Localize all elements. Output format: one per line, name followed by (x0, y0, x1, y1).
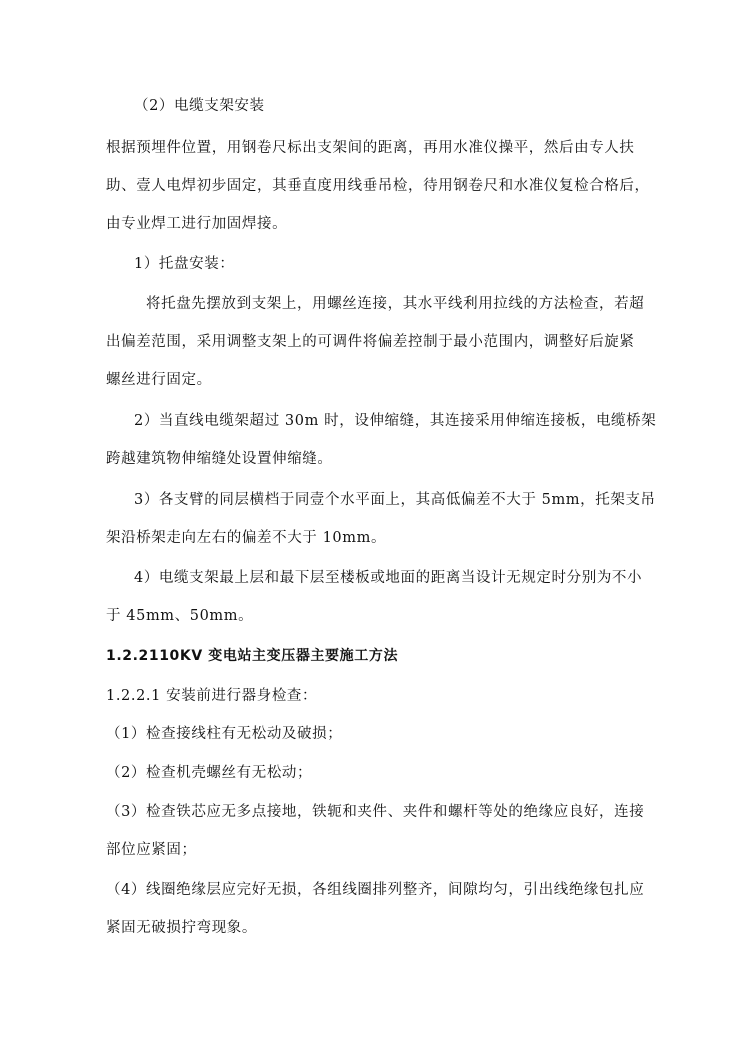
paragraph-line: 跨越建筑物伸缩缝处设置伸缩缝。 (106, 451, 333, 467)
subsection-heading: 1.2.2.1 安装前进行器身检查： (106, 688, 318, 704)
subsection-heading-cable-bracket: （2）电缆支架安装 (134, 98, 265, 114)
list-item-heading: 1）托盘安装： (134, 256, 235, 272)
list-item: 2）当直线电缆架超过 30m 时，设伸缩缝，其连接采用伸缩连接板，电缆桥架 (134, 413, 657, 429)
paragraph-line: 出偏差范围，采用调整支架上的可调件将偏差控制于最小范围内，调整好后旋紧 (106, 334, 635, 350)
list-item: （2）检查机壳螺丝有无松动； (106, 765, 313, 781)
paragraph-line: 于 45mm、50mm。 (106, 608, 254, 624)
list-item: （1）检查接线柱有无松动及破损； (106, 726, 343, 742)
list-item: 3）各支臂的同层横档于同壹个水平面上，其高低偏差不大于 5mm，托架支吊 (134, 492, 656, 508)
paragraph-line: 将托盘先摆放到支架上，用螺丝连接，其水平线利用拉线的方法检查，若超 (146, 296, 645, 312)
list-item: （3）检查铁芯应无多点接地，铁轭和夹件、夹件和螺杆等处的绝缘应良好，连接 (106, 804, 645, 820)
paragraph-line: 助、壹人电焊初步固定，其垂直度用线垂吊检，待用钢卷尺和水准仪复检合格后， (106, 178, 650, 194)
section-heading: 1.2.2110KV 变电站主变压器主要施工方法 (106, 648, 399, 664)
paragraph-line: 架沿桥架走向左右的偏差不大于 10mm。 (106, 530, 387, 546)
paragraph-line: 螺丝进行固定。 (106, 372, 212, 388)
paragraph-line: 由专业焊工进行加固焊接。 (106, 216, 288, 232)
list-item: 4）电缆支架最上层和最下层至楼板或地面的距离当设计无规定时分别为不小 (134, 570, 643, 586)
paragraph-line: 紧固无破损拧弯现象。 (106, 920, 257, 936)
paragraph-line: 根据预埋件位置，用钢卷尺标出支架间的距离，再用水准仪操平，然后由专人扶 (106, 140, 635, 156)
paragraph-line: 部位应紧固； (106, 842, 197, 858)
list-item: （4）线圈绝缘层应完好无损，各组线圈排列整齐，间隙均匀，引出线绝缘包扎应 (106, 882, 645, 898)
